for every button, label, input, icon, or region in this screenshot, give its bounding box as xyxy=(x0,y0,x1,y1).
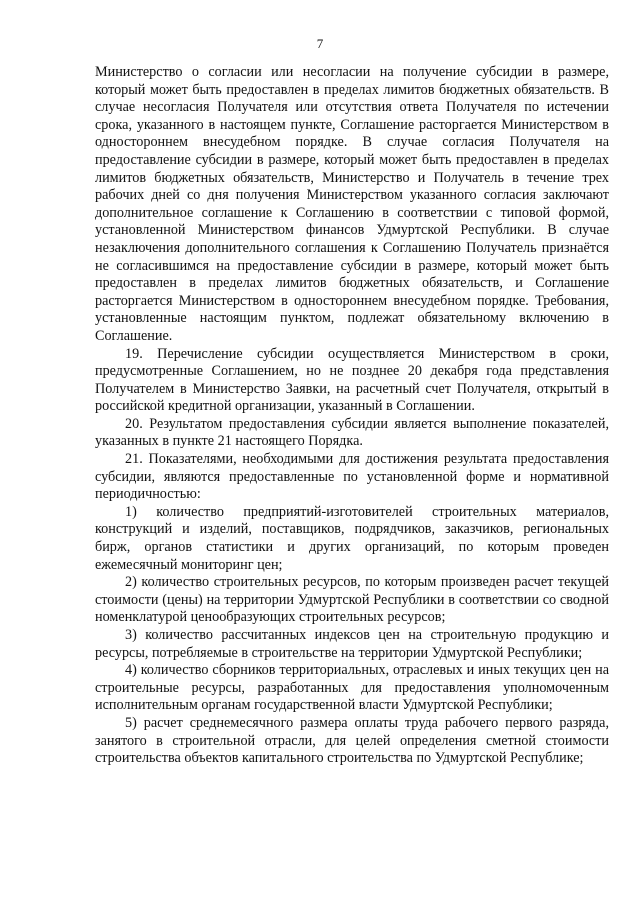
list-item-4: 4) количество сборников территориальных, отраслевых и иных текущих цен на строительные ресурсы, разработанных для предоставления уполномоченным исполнительным органам государственной власти Удмуртской Республики; xyxy=(95,662,609,714)
paragraph-item-20: 20. Результатом предоставления субсидии является выполнение показателей, указанных в пункте 21 настоящего Порядка. xyxy=(95,415,609,450)
document-body xyxy=(95,64,609,768)
paragraph-item-19: 19. Перечисление субсидии осуществляется Министерством в сроки, предусмотренные Соглашением, но не позднее 20 декабря года представления Получателем в Министерство Заявки, на расчетный счет Получателя, открытый в российской кредитной организации, указанный в Соглашении. xyxy=(95,345,609,415)
list-item-5: 5) расчет среднемесячного размера оплаты труда рабочего первого разряда, занятого в строительной отрасли, для целей определения сметной стоимости строительства объектов капитального строительства по Удмуртской Республике; xyxy=(95,714,609,767)
list-item-1: 1) количество предприятий-изготовителей строительных материалов, конструкций и изделий, поставщиков, подрядчиков, заказчиков, региональных бирж, органов статистики и других организаций, по которым проведен ежемесячный мониторинг цен; xyxy=(95,503,609,573)
paragraph-item-21: 21. Показателями, необходимыми для достижения результата предоставления субсидии, являются предоставленные по установленной форме и нормативной периодичностью: xyxy=(95,451,609,503)
paragraph-continuation: Министерство о согласии или несогласии на получение субсидии в размере, который может быть предоставлен в пределах лимитов бюджетных обязательств. В случае несогласия Получателя или отсутствия ответа Получателя по истечении срока, указанного в настоящем пункте, Соглашение расторгается Министерством в одностороннем внесудебном порядке. В случае согласия Получателя на предоставление субсидии в размере, который может быть предоставлен в пределах лимитов бюджетных обязательств, Министерство и Получатель в течение трех рабочих дней со дня получения Министерством указанного согласия заключают дополнительное соглашение к Соглашению в соответствии с типовой формой, установленной Министерством финансов Удмуртской Республики. В случае незаключения дополнительного соглашения к Соглашению Получатель признаётся не согласившимся на предоставление субсидии в размере, который может быть предоставлен в пределах лимитов бюджетных обязательств, и Соглашение расторгается Министерством в одностороннем внесудебном порядке. Требования, установленные настоящим пунктом, подлежат обязательному включению в Соглашение. xyxy=(95,64,609,344)
list-item-2: 2) количество строительных ресурсов, по которым произведен расчет текущей стоимости (цены) на территории Удмуртской Республики в соответствии со сводной номенклатурой ценообразующих строительных ресурсов; xyxy=(95,574,609,626)
list-item-3: 3) количество рассчитанных индексов цен на строительную продукцию и ресурсы, потребляемые в строительстве на территории Удмуртской Республики; xyxy=(95,627,609,661)
page-number: 7 xyxy=(316,36,324,51)
